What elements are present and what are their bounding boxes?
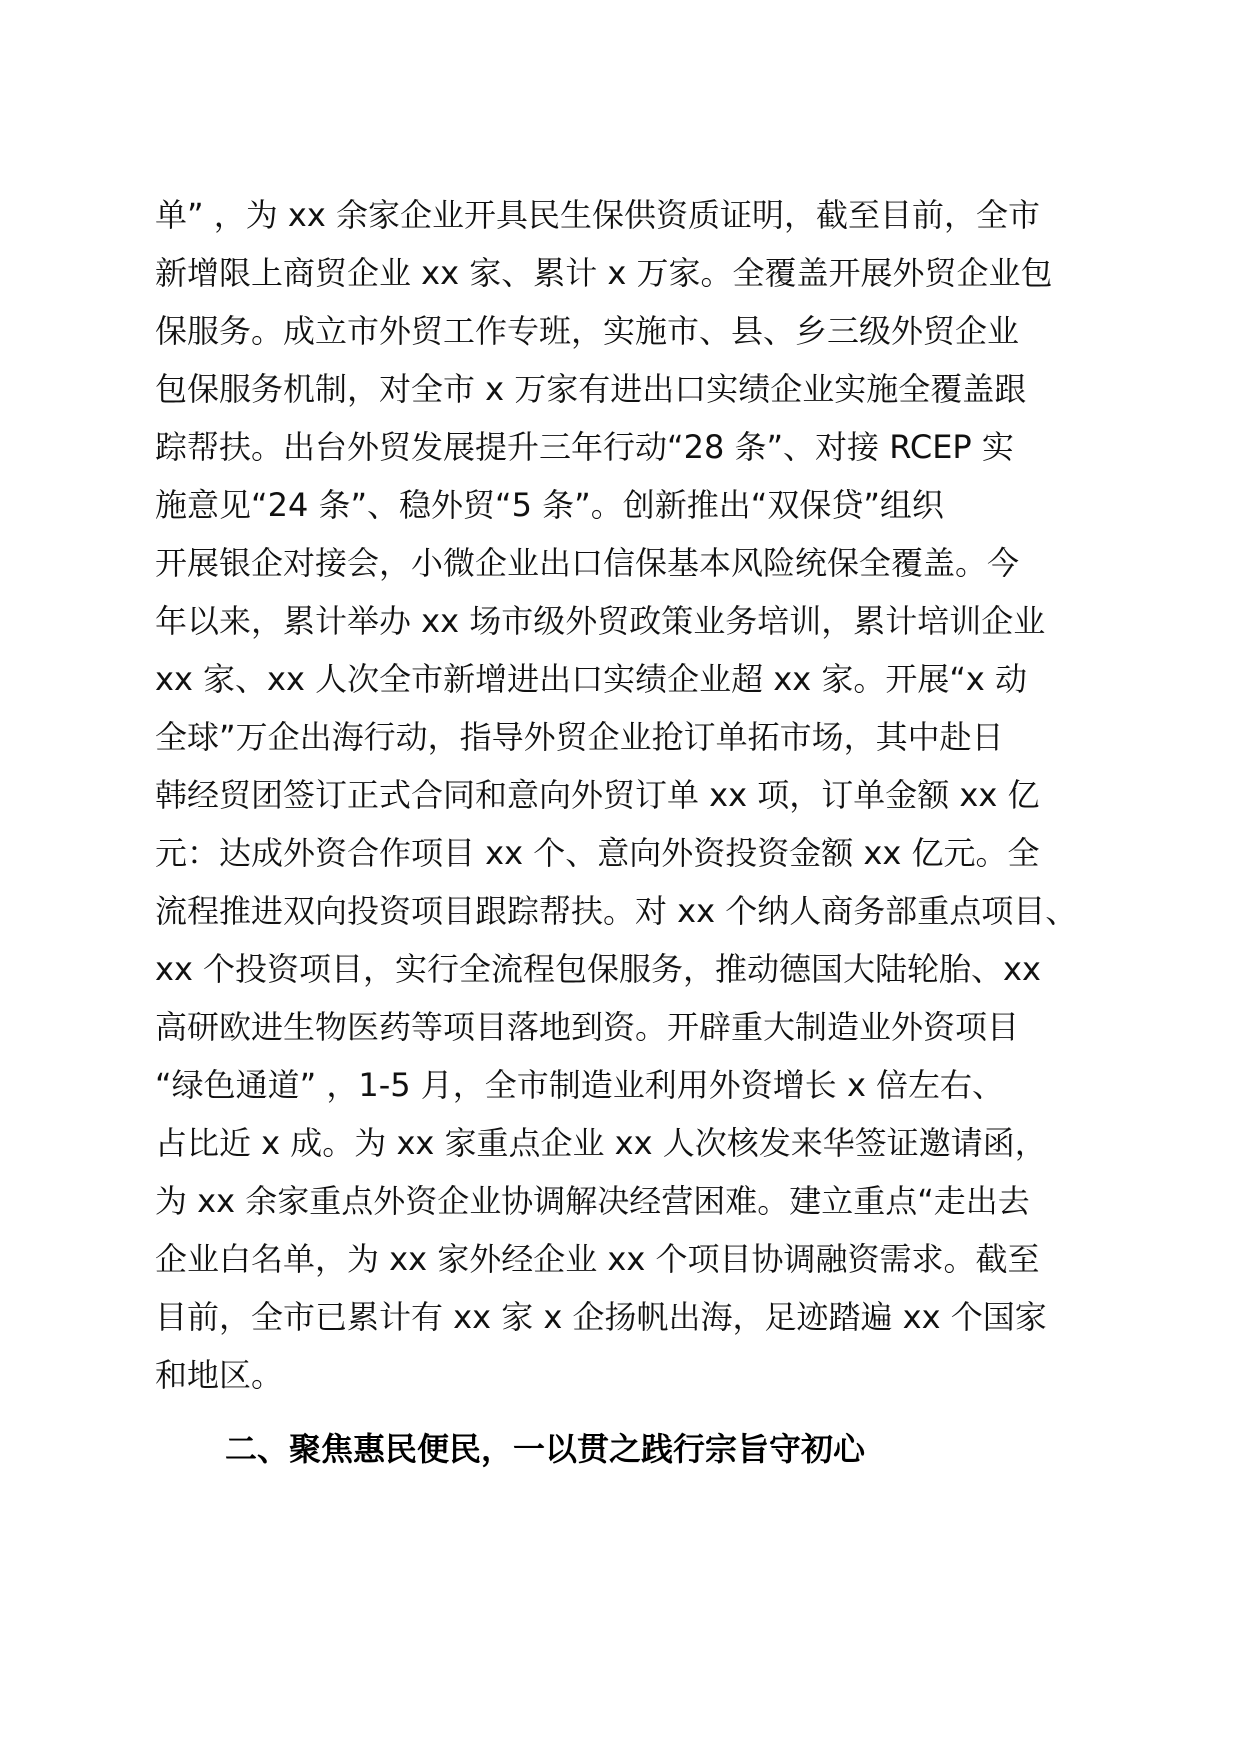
paragraph-line: 高研欧进生物医药等项目落地到资。开辟重大制造业外资项目 (155, 1008, 1020, 1046)
section-heading: 二、聚焦惠民便民，一以贯之践行宗旨守初心 (225, 1430, 866, 1468)
paragraph-line: 踪帮扶。出台外贸发展提升三年行动“28 条”、对接 RCEP 实 (155, 428, 1014, 466)
paragraph-line: 年以来，累计举办 xx 场市级外贸政策业务培训，累计培训企业 (155, 602, 1046, 640)
paragraph-line: xx 个投资项目，实行全流程包保服务，推动德国大陆轮胎、xx (155, 950, 1041, 988)
paragraph-line: 全球”万企出海行动，指导外贸企业抢订单拓市场，其中赴日 (155, 718, 1004, 756)
paragraph-line: 韩经贸团签订正式合同和意向外贸订单 xx 项，订单金额 xx 亿 (155, 776, 1040, 814)
paragraph-line: 元：达成外资合作项目 xx 个、意向外资投资金额 xx 亿元。全 (155, 834, 1040, 872)
paragraph-line: 单” ，为 xx 余家企业开具民生保供资质证明，截至目前，全市 (155, 196, 1040, 234)
body-paragraph (155, 186, 1115, 1404)
paragraph-line: “绿色通道” ，1-5 月，全市制造业利用外资增长 x 倍左右、 (155, 1066, 1005, 1104)
paragraph-line: 施意见“24 条”、稳外贸“5 条”。创新推出“双保贷”组织 (155, 486, 944, 524)
paragraph-line: 包保服务机制，对全市 x 万家有进出口实绩企业实施全覆盖跟 (155, 370, 1027, 408)
paragraph-line: 目前，全市已累计有 xx 家 x 企扬帆出海，足迹踏遍 xx 个国家 (155, 1298, 1047, 1336)
paragraph-line: 和地区。 (155, 1356, 284, 1394)
paragraph-line: 新增限上商贸企业 xx 家、累计 x 万家。全覆盖开展外贸企业包 (155, 254, 1053, 292)
paragraph-line: 开展银企对接会，小微企业出口信保基本风险统保全覆盖。今 (155, 544, 1020, 582)
paragraph-line: 流程推进双向投资项目跟踪帮扶。对 xx 个纳人商务部重点项目、 (155, 892, 1078, 930)
paragraph-line: 占比近 x 成。为 xx 家重点企业 xx 人次核发来华签证邀请函， (155, 1124, 1047, 1162)
paragraph-line: 为 xx 余家重点外资企业协调解决经营困难。建立重点“走出去 (155, 1182, 1030, 1220)
paragraph-line: xx 家、xx 人次全市新增进出口实绩企业超 xx 家。开展“x 动 (155, 660, 1028, 698)
paragraph-line: 企业白名单，为 xx 家外经企业 xx 个项目协调融资需求。截至 (155, 1240, 1040, 1278)
paragraph-line: 保服务。成立市外贸工作专班，实施市、县、乡三级外贸企业 (155, 312, 1020, 350)
